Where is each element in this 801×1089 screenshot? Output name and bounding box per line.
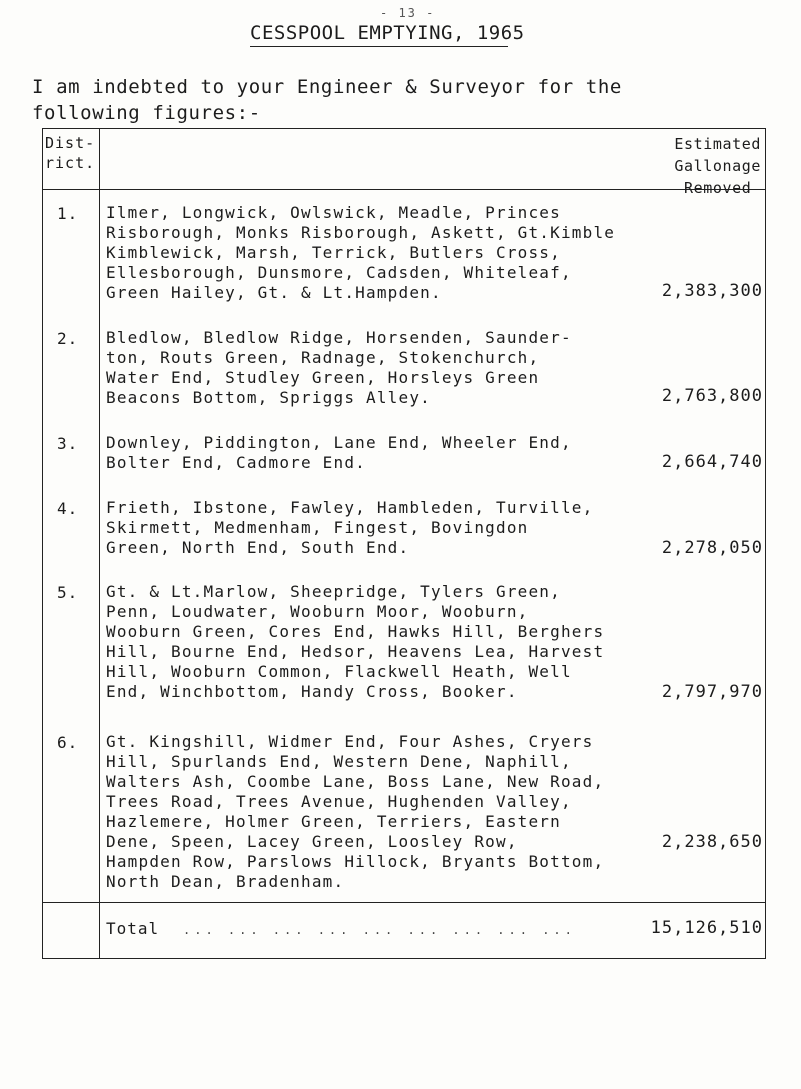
- header-district: Dist- rict.: [45, 134, 96, 172]
- district-places: Downley, Piddington, Lane End, Wheeler End, Bolter End, Cadmore End.: [106, 433, 572, 472]
- district-number: 1.: [57, 204, 79, 223]
- gallonage-value: 2,763,800: [661, 386, 763, 406]
- total-divider: [43, 902, 765, 903]
- total-leader-dots: ... ... ... ... ... ... ... ... ...: [183, 923, 576, 937]
- total-value: 15,126,510: [650, 918, 763, 938]
- title-underline: [250, 46, 508, 47]
- district-places: Gt. Kingshill, Widmer End, Four Ashes, Cryers Hill, Spurlands End, Western Dene, Naphill, Walters Ash, Coombe Lane, Boss Lane, New Road, Trees Road, Trees Avenue, Hughenden Valley, Hazlemere, Holmer Green, Terriers, Eastern Dene, Speen, Lacey Green, Loosley Row, Hampden Row, Parslows Hillock, Bryants Bottom, North Dean, Bradenham.: [106, 732, 605, 891]
- district-number: 3.: [57, 434, 79, 453]
- district-number: 5.: [57, 583, 79, 602]
- district-places: Bledlow, Bledlow Ridge, Horsenden, Saunder- ton, Routs Green, Radnage, Stokenchurch, Water End, Studley Green, Horsleys Green Beacons Bottom, Spriggs Alley.: [106, 328, 572, 407]
- page-number: - 13 -: [380, 6, 436, 20]
- district-number: 4.: [57, 499, 79, 518]
- gallonage-value: 2,797,970: [661, 682, 763, 702]
- page-title: CESSPOOL EMPTYING, 1965: [250, 22, 525, 44]
- district-places: Gt. & Lt.Marlow, Sheepridge, Tylers Green, Penn, Loudwater, Wooburn Moor, Wooburn, Wooburn Green, Cores End, Hawks Hill, Berghers Hill, Bourne End, Hedsor, Heavens Lea, Harvest Hill, Wooburn Common, Flackwell Heath, Well End, Winchbottom, Handy Cross, Booker.: [106, 582, 605, 701]
- district-number: 6.: [57, 733, 79, 752]
- intro-paragraph: I am indebted to your Engineer & Surveyor for the following figures:-: [32, 76, 622, 124]
- district-number: 2.: [57, 329, 79, 348]
- gallonage-table: [42, 128, 766, 959]
- total-label: Total: [106, 919, 160, 938]
- district-places: Frieth, Ibstone, Fawley, Hambleden, Turville, Skirmett, Medmenham, Fingest, Bovingdon Green, North End, South End.: [106, 498, 594, 557]
- district-places: Ilmer, Longwick, Owlswick, Meadle, Princes Risborough, Monks Risborough, Askett, Gt.Kimble Kimblewick, Marsh, Terrick, Butlers Cross, Ellesborough, Dunsmore, Cadsden, Whiteleaf, Green Hailey, Gt. & Lt.Hampden.: [106, 203, 616, 302]
- gallonage-value: 2,664,740: [661, 452, 763, 472]
- gallonage-value: 2,383,300: [661, 281, 763, 301]
- header-divider: [43, 189, 765, 190]
- column-divider: [99, 129, 100, 958]
- gallonage-value: 2,278,050: [661, 538, 763, 558]
- header-gallonage: Estimated Gallonage Removed: [674, 135, 761, 197]
- gallonage-value: 2,238,650: [661, 832, 763, 852]
